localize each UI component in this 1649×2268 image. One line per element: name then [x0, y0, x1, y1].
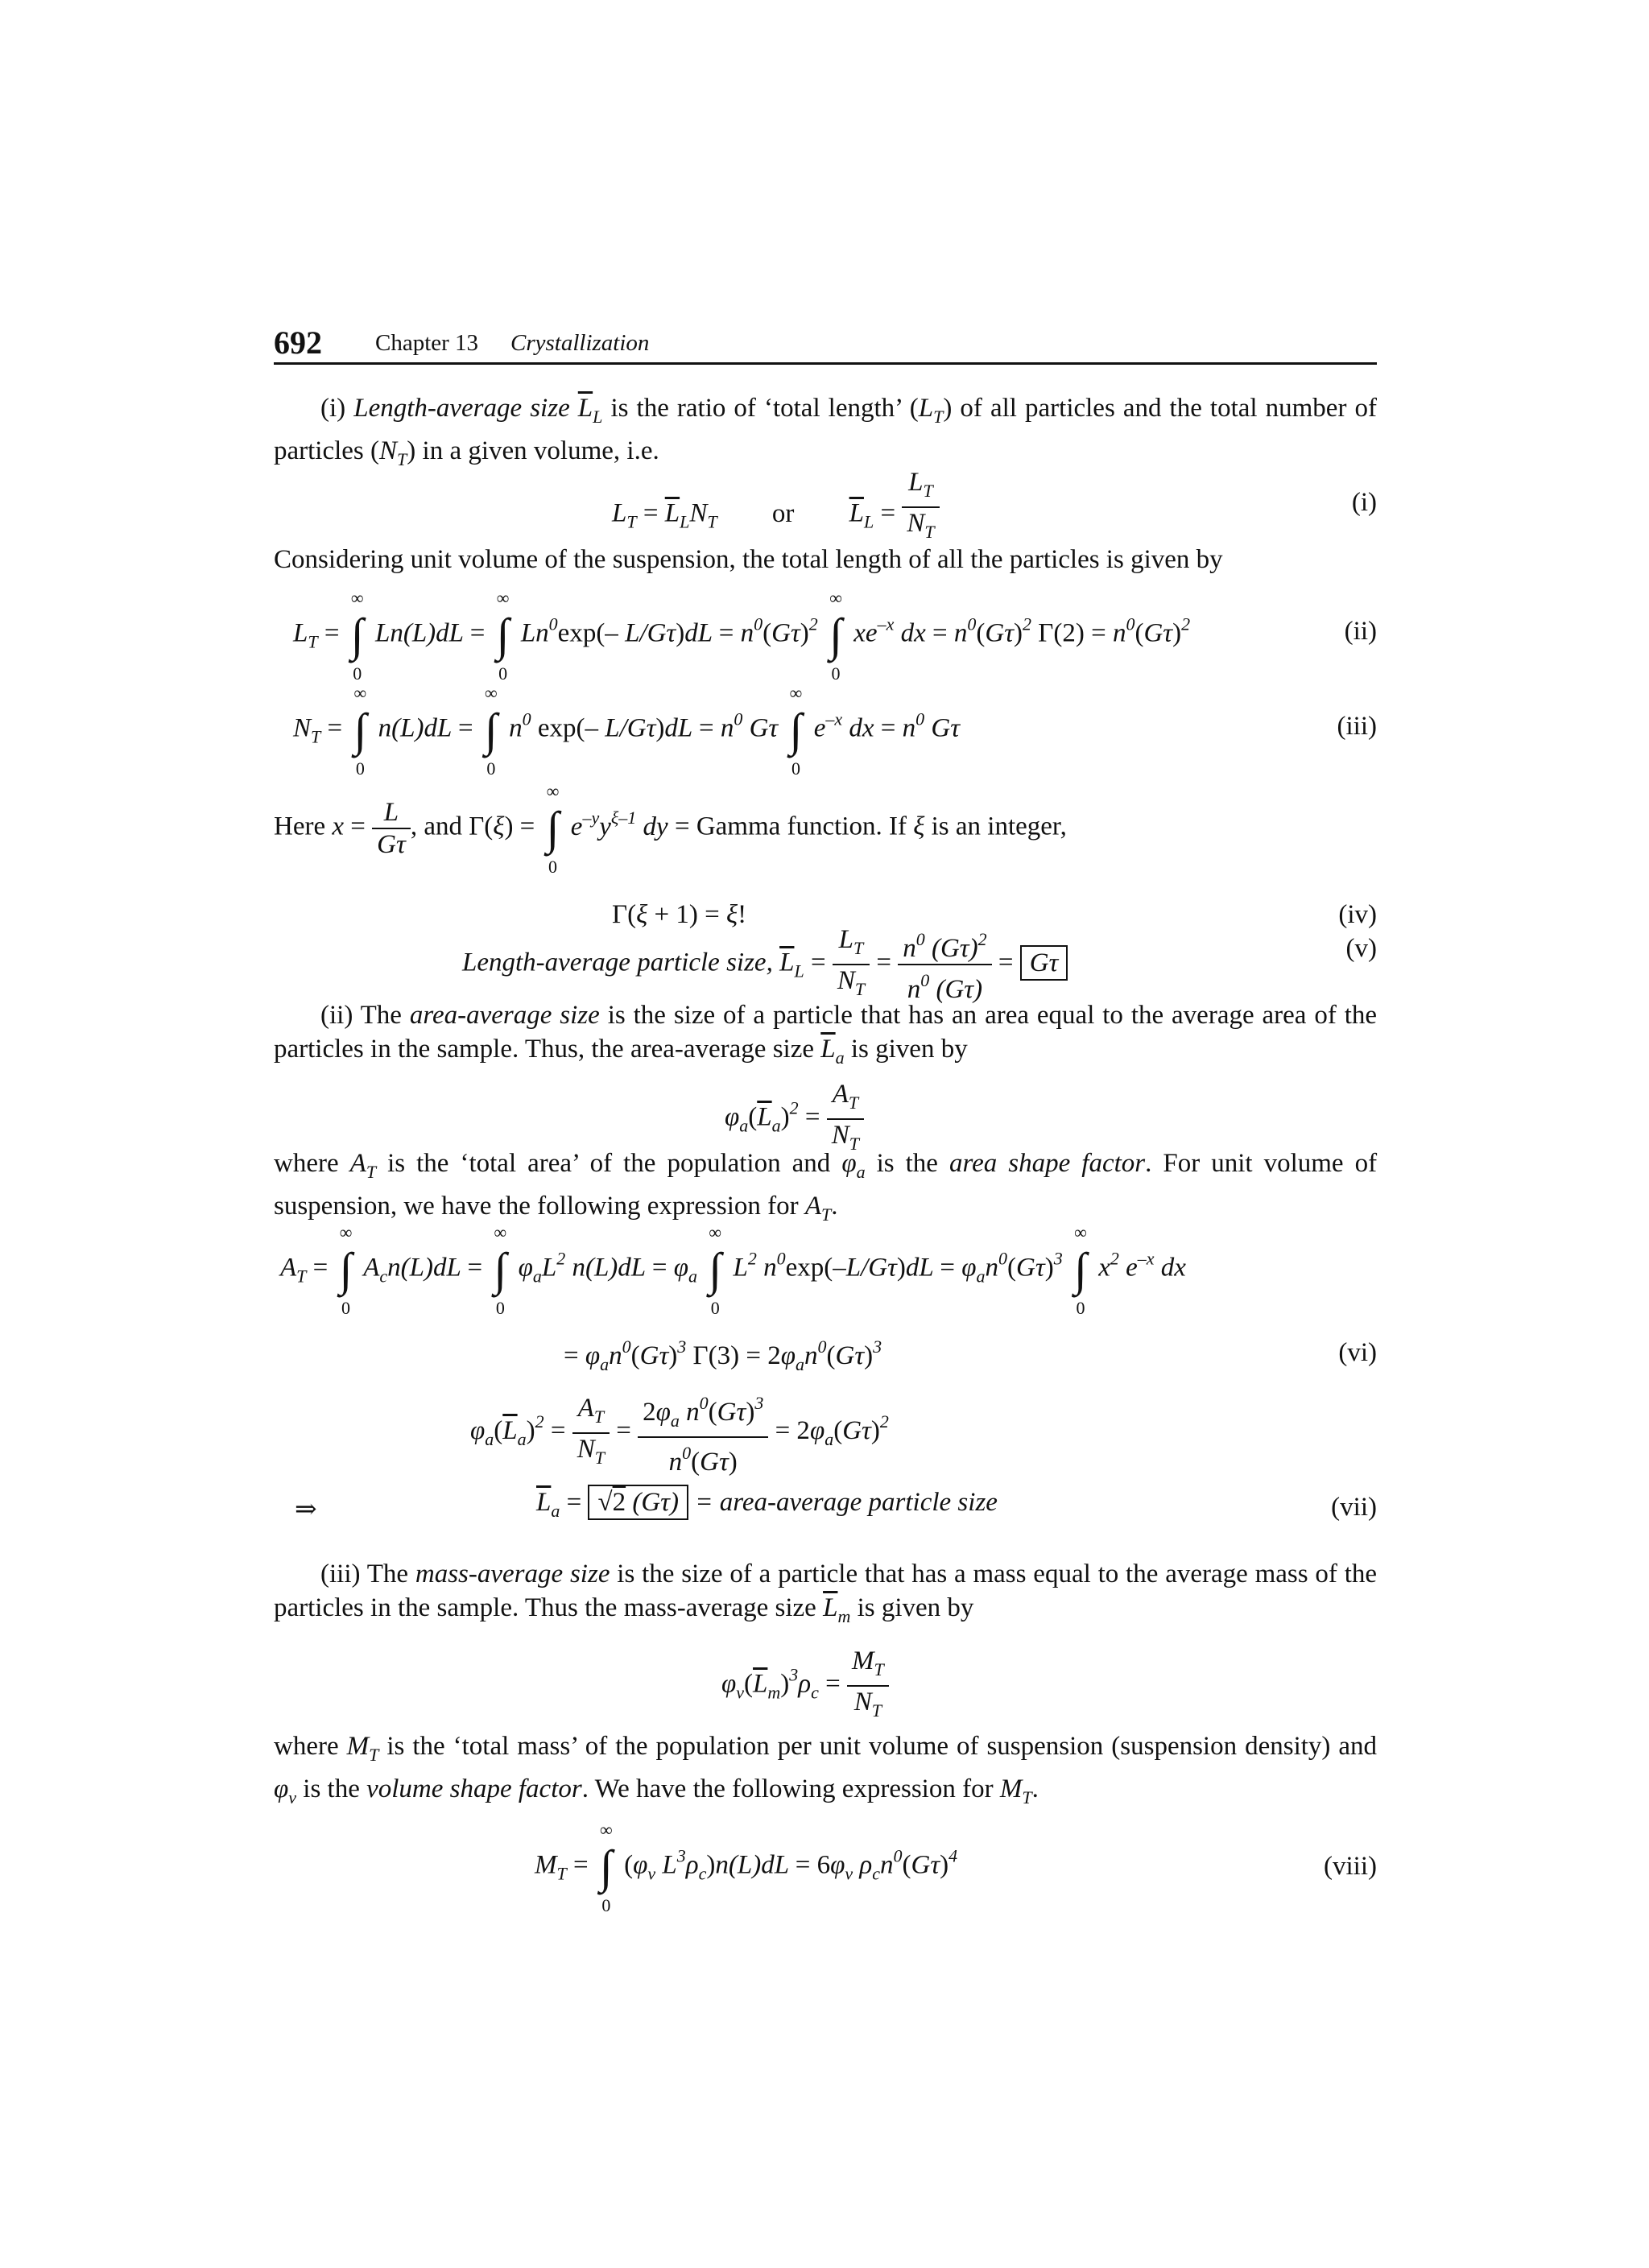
implies-arrow: ⇒ — [295, 1495, 317, 1524]
equation-number: (iii) — [1337, 712, 1377, 741]
paragraph-area-where: where $A_T$ is the ‘total area’ of the population and $\varphi_a$ is the area shape factor. For unit volume of suspension, we have the following expression for $A_T$. — [274, 1149, 1378, 1225]
equation-number: (i) — [1351, 488, 1377, 517]
gamma-definition: Here x = $\frac{L}{G\tau}$ , and Γ(ξ) = ∞ ∫ 0 $e^{-y}y^{\xi-1}$ dy = Gamma function. If ξ is an integer, — [274, 781, 1067, 877]
equation-v: Length-average particle size, $\overline{L}_L$ = $\frac{L_T}{N_T}$ = $\frac{n^0 (G\tau)^2}{n^0 (G\tau)}$ = Gτ — [462, 924, 1068, 1005]
equation-number: (iv) — [1338, 900, 1377, 929]
equation-iv: Γ(ξ + 1) = ξ! — [612, 900, 747, 929]
equation-ii: $L_T$ = ∞ ∫ 0 Ln(L)dL = ∞ ∫ 0 Ln$^0$exp(– $L/G\tau)dL = n^0(G\tau)^2$ ∞ ∫ 0 $xe^{-x}$ dx = $n^0(G\tau)^2$ $\Gamma(2) = n^0(G\tau)^2$ — [293, 588, 1191, 684]
paragraph-mass-average: (iii) The mass-average size is the size of a particle that has a mass equal to the average mass of the particles in the sample. Thus the mass-average size $\overline{L}_m$ is given by — [274, 1560, 1378, 1626]
equation-number: (v) — [1345, 934, 1377, 963]
equation-number: (ii) — [1344, 617, 1377, 646]
equation-vi: = $\varphi_an^0(G\tau)^3$ $\Gamma(3) = 2\varphi_an^0(G\tau)^3$ — [564, 1336, 882, 1374]
paragraph-mass-where: where $M_T$ is the ‘total mass’ of the population per unit volume of suspension (suspension density) and $\varphi_v$ is the volume shape factor. We have the following expression for $M_T$. — [274, 1732, 1378, 1807]
equation-viii: $M_T$ = ∞ ∫ 0 ($\varphi_v$ $L^3\rho_c)n(L)dL = 6\varphi_v$ $\rho_cn^0(G\tau)^4$ — [535, 1820, 958, 1915]
item-label: (i) — [320, 394, 346, 423]
equation-iii: $N_T$ = ∞ ∫ 0 n(L)dL = ∞ ∫ 0 $n^0$ exp(– $L/G\tau)dL = n^0$ Gτ ∞ ∫ 0 $e^{-x}$ dx = $n^0$ Gτ — [293, 683, 961, 779]
term: Length-average size — [353, 394, 570, 423]
equation-area-ratio: $\varphi_a(\overline{L}_a)^2$ = $\frac{A_T}{N_T}$ = $\frac{2\varphi_a n^0(G\tau)^3}{n^0(G\tau)}$ = $2\varphi_a(G\tau)^2$ — [470, 1388, 889, 1477]
paragraph-considering: Considering unit volume of the suspension, the total length of all the particles is given by — [274, 545, 1223, 574]
page-number: 692 — [274, 324, 322, 361]
paragraph-length-average: (i) Length-average size $\overline{L}_L$ is the ratio of ‘total length’ $(L_T)$ of all particles and the total number of particles $(N_T)$ in a given volume, i.e. — [274, 394, 1377, 469]
equation-area-integral: $A_T$ = ∞ ∫ 0 $A_cn(L)dL$ = ∞ ∫ 0 $\varphi_aL^2$ $n(L)dL = \varphi_a$ ∞ ∫ 0 $L^2$ $n^0\exp(-L/G\tau)dL = \varphi_an^0(G\tau)^3$ ∞ ∫ 0 $x^2$ $e^{-x}$ dx — [280, 1222, 1186, 1318]
equation-number: (viii) — [1324, 1852, 1377, 1881]
equation-mass-shape: $\varphi_v(\overline{L}_m)^3\rho_c$ = $\frac{M_T}{N_T}$ — [721, 1646, 889, 1726]
equation-i: $L_T = \overline{L}_LN_T$ or $\overline{L}_L$ = $\frac{L_T}{N_T}$ — [612, 483, 940, 547]
equation-vii: $\overline{L}_a = √2$ (Gτ) = area-average particle size — [536, 1488, 998, 1522]
equation-number: (vii) — [1331, 1493, 1377, 1522]
equation-area-shape: $\varphi_a(\overline{L}_a)^2$ = $\frac{A_T}{N_T}$ — [725, 1079, 864, 1159]
equation-number: (vi) — [1338, 1338, 1377, 1367]
paragraph-area-average: (ii) The area-average size is the size of a particle that has an area equal to the average area of the particles in the sample. Thus, the area-average size $\overline{L}_a$ is given by — [274, 1001, 1378, 1068]
chapter-title: Crystallization — [510, 330, 650, 356]
chapter-label: Chapter 13 — [375, 330, 479, 356]
